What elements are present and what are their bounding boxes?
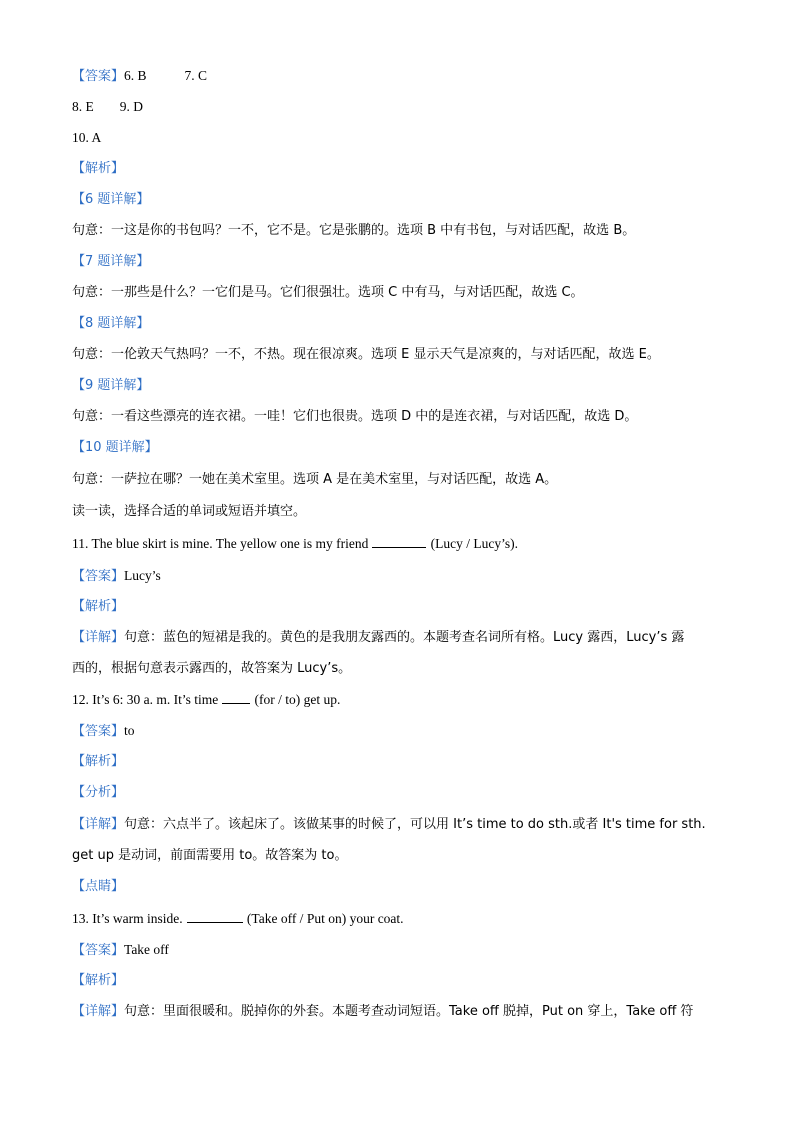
q12-stem-end: (for / to) get up. bbox=[254, 692, 341, 707]
answer-label: 【答案】 bbox=[72, 69, 125, 84]
q6-heading bbox=[72, 190, 722, 210]
q11-analysis-heading bbox=[72, 597, 722, 617]
answer-9: 9. D bbox=[119, 99, 143, 114]
q13-detail-1 bbox=[72, 1002, 722, 1022]
dianjing-label: 【点睛】 bbox=[72, 879, 125, 894]
q13-answer: Take off bbox=[124, 942, 169, 957]
q11-stem-end: (Lucy / Lucy’s). bbox=[430, 536, 518, 551]
section-instruction: 读一读，选择合适的单词或短语并填空。 bbox=[72, 504, 307, 519]
q8-explanation: 句意：一伦敦天气热吗？一不，不热。现在很凉爽。选项 E 显示天气是凉爽的，与对话匹配，故选 E。 bbox=[72, 347, 660, 362]
q10-explanation: 句意：一萨拉在哪？一她在美术室里。选项 A 是在美术室里，与对话匹配，故选 A。 bbox=[72, 472, 558, 487]
q12-detail-2: get up 是动词，前面需要用 to。故答案为 to。 bbox=[72, 848, 348, 863]
answer-line-10 bbox=[72, 128, 722, 148]
analysis-label: 【解析】 bbox=[72, 161, 125, 176]
answer-6: 6. B bbox=[124, 68, 147, 83]
q12-analysis-heading bbox=[72, 752, 722, 772]
answer-line-8-9 bbox=[72, 97, 722, 117]
q13-detail-text-1: 句意：里面很暖和。脱掉你的外套。本题考查动词短语。Take off 脱掉，Put on 穿上，Take off 符 bbox=[124, 1004, 694, 1019]
analysis-label: 【解析】 bbox=[72, 973, 125, 988]
q11-stem bbox=[72, 534, 722, 554]
answer-line-6-7 bbox=[72, 66, 722, 86]
q13-analysis-heading bbox=[72, 971, 722, 991]
q11-stem-start: 11. The blue skirt is mine. The yellow one is my friend bbox=[72, 536, 369, 551]
q7-explanation: 句意：一那些是什么？一它们是马。它们很强壮。选项 C 中有马，与对话匹配，故选 C。 bbox=[72, 285, 584, 300]
analysis-label: 【解析】 bbox=[72, 754, 125, 769]
q13-blank bbox=[187, 909, 243, 923]
q12-blank bbox=[222, 690, 250, 704]
q11-answer: Lucy’s bbox=[124, 568, 161, 583]
fenxi-label: 【分析】 bbox=[72, 785, 125, 800]
q11-detail-1 bbox=[72, 628, 722, 648]
answer-label: 【答案】 bbox=[72, 943, 125, 958]
q13-stem-end: (Take off / Put on) your coat. bbox=[246, 911, 404, 926]
q12-answer-line bbox=[72, 721, 722, 741]
analysis-heading bbox=[72, 159, 722, 179]
q12-answer: to bbox=[124, 723, 135, 738]
q10-detail-label: 【10 题详解】 bbox=[72, 440, 158, 455]
q8-detail-label: 【8 题详解】 bbox=[72, 316, 150, 331]
answer-8: 8. E bbox=[72, 99, 94, 114]
detail-label: 【详解】 bbox=[72, 1004, 125, 1019]
q13-stem-start: 13. It’s warm inside. bbox=[72, 911, 183, 926]
q11-detail-2: 西的，根据句意表示露西的，故答案为 Lucy’s。 bbox=[72, 661, 352, 676]
q13-stem bbox=[72, 909, 722, 929]
q8-heading bbox=[72, 314, 722, 334]
q10-heading bbox=[72, 438, 722, 458]
answer-label: 【答案】 bbox=[72, 724, 125, 739]
answer-label: 【答案】 bbox=[72, 569, 125, 584]
q11-detail-text-1: 句意：蓝色的短裙是我的。黄色的是我朋友露西的。本题考查名词所有格。Lucy 露西，Lucy’s 露 bbox=[124, 630, 685, 645]
detail-label: 【详解】 bbox=[72, 817, 125, 832]
q12-stem bbox=[72, 690, 722, 710]
q12-fenxi-heading bbox=[72, 783, 722, 803]
q11-blank bbox=[372, 534, 426, 548]
analysis-label: 【解析】 bbox=[72, 599, 125, 614]
q12-dianjing-heading bbox=[72, 877, 722, 897]
answer-7: 7. C bbox=[184, 68, 208, 83]
q12-detail-text-1: 句意：六点半了。该起床了。该做某事的时候了，可以用 It’s time to do sth.或者 It's time for sth. bbox=[124, 817, 706, 832]
answer-10: 10. A bbox=[72, 130, 102, 145]
detail-label: 【详解】 bbox=[72, 630, 125, 645]
q6-detail-label: 【6 题详解】 bbox=[72, 192, 150, 207]
q13-answer-line bbox=[72, 940, 722, 960]
q9-detail-label: 【9 题详解】 bbox=[72, 378, 150, 393]
q12-detail-1 bbox=[72, 815, 722, 835]
q9-heading bbox=[72, 376, 722, 396]
q7-detail-label: 【7 题详解】 bbox=[72, 254, 150, 269]
q9-explanation: 句意：一看这些漂亮的连衣裙。一哇！它们也很贵。选项 D 中的是连衣裙，与对话匹配，故选 D。 bbox=[72, 409, 638, 424]
q11-answer-line bbox=[72, 566, 722, 586]
q7-heading bbox=[72, 252, 722, 272]
q12-stem-start: 12. It’s 6: 30 a. m. It’s time bbox=[72, 692, 219, 707]
q6-explanation: 句意：一这是你的书包吗？一不，它不是。它是张鹏的。选项 B 中有书包，与对话匹配，故选 B。 bbox=[72, 223, 636, 238]
